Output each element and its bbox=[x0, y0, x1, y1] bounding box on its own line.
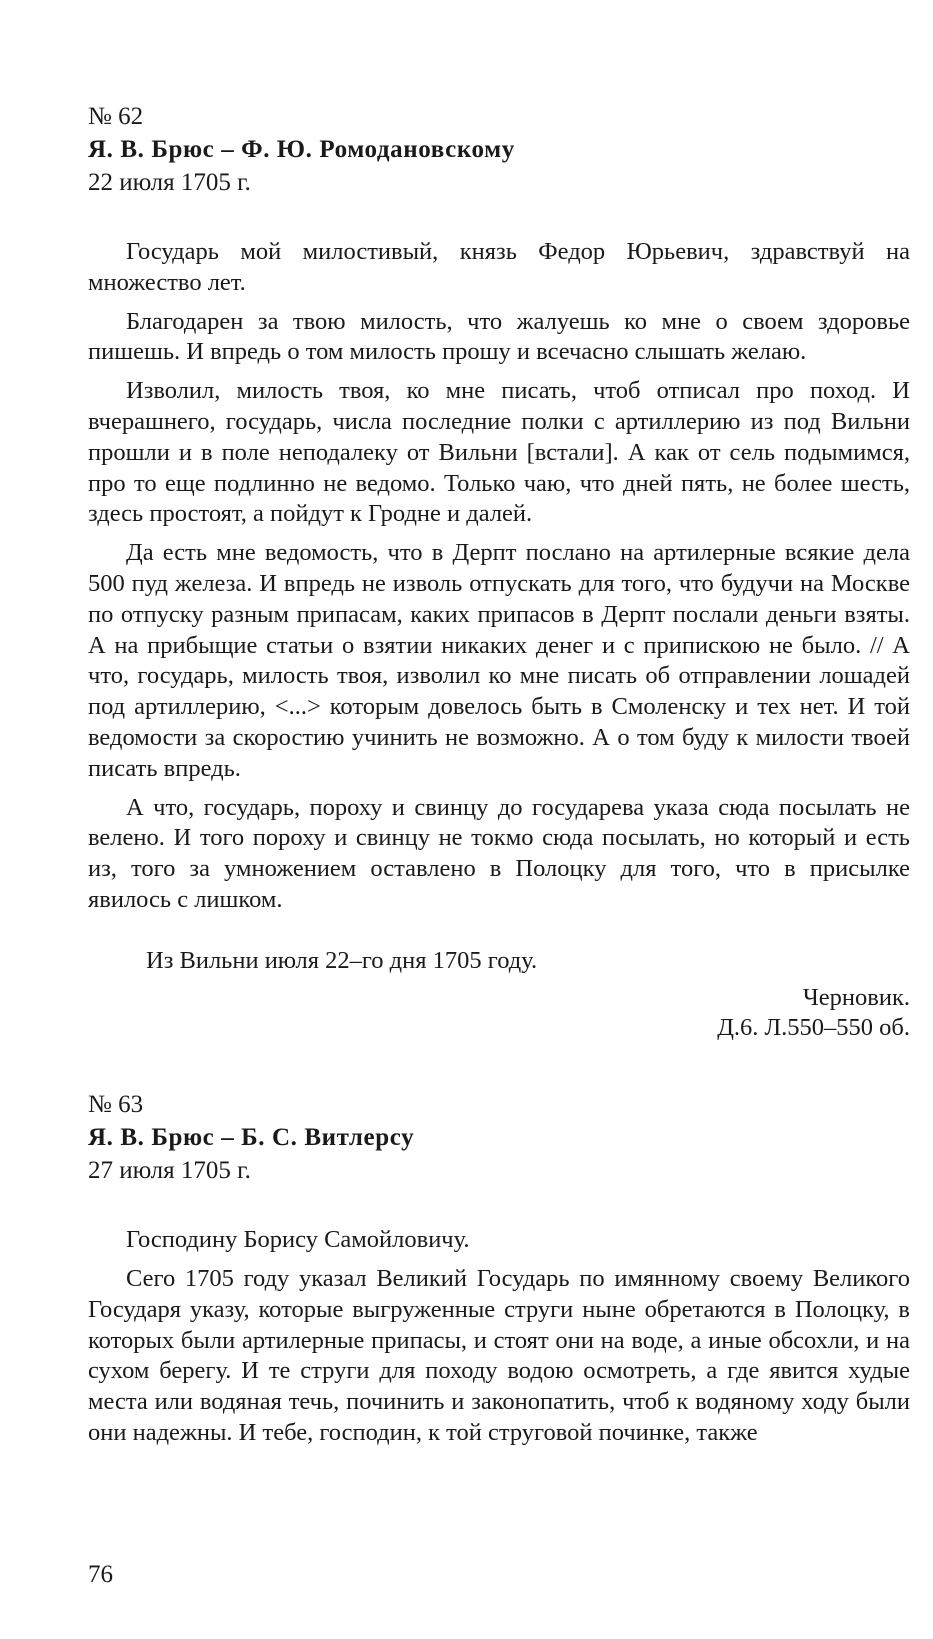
document-number: № 62 bbox=[88, 103, 144, 130]
source-type: Черновик. bbox=[802, 983, 910, 1011]
document-date: 27 июля 1705 г. bbox=[88, 1157, 251, 1185]
letter-paragraph: Да есть мне ведомость, что в Дерпт послано на артилерные всякие дела 500 пуд железа. И впредь не изволь отпускать для того, что будучи на Москве по отпуску разным припасам, каких припасов в Дерпт послали деньги взяты. А на прибыщие статьи о взятии никаких денег и с припискою не было. // А что, государь, милость твоя, изволил ко мне писать об отправлении лошадей под артиллерию, <...> которым довелось быть в Смоленску и тех нет. И той ведомости за скоростию учинить не возможно. А о том буду к милости твоей писать впредь. bbox=[88, 539, 910, 782]
letter-paragraph: Изволил, милость твоя, ко мне писать, чтоб отписал про поход. И вчерашнего, государь, числа последние полки с артиллерию из под Вильни прошли и в поле неподалеку от Вильни [встали]. А как от сель подымимся, про то еще подлинно не ведомо. Только чаю, что дней пять, не более шесть, здесь простоят, а пойдут к Гродне и далей. bbox=[88, 377, 910, 528]
letter-closing: Из Вильни июля 22–го дня 1705 году. bbox=[146, 946, 538, 974]
page-number: 76 bbox=[88, 1561, 113, 1588]
document-page bbox=[88, 100, 910, 1457]
letter-body bbox=[88, 237, 910, 916]
document-63 bbox=[88, 1088, 910, 1449]
letter-body bbox=[88, 1225, 910, 1449]
document-title: Я. В. Брюс – Ф. Ю. Ромодановскому bbox=[88, 136, 515, 163]
document-date: 22 июля 1705 г. bbox=[88, 169, 251, 196]
document-title: Я. В. Брюс – Б. С. Витлерсу bbox=[88, 1124, 415, 1152]
letter-paragraph: Господину Борису Самойловичу. bbox=[126, 1226, 470, 1254]
letter-paragraph: Сего 1705 году указал Великий Государь по имянному своему Великого Государя указу, которые выгруженные струги ныне обретаются в Полоцку, в которых были артилерные припасы, и стоят они на воде, а иные обсохли, и на сухом берегу. И те струги для походу водою осмотреть, а где явится худые места или водяная течь, починить и законопатить, чтоб к водяному ходу были они надежны. И тебе, господин, к той струговой починке, также bbox=[88, 1264, 910, 1446]
document-62 bbox=[88, 100, 910, 1044]
source-reference: Д.6. Л.550–550 об. bbox=[717, 1014, 910, 1042]
letter-paragraph: А что, государь, пороху и свинцу до государева указа сюда посылать не велено. И того пороху и свинцу не токмо сюда посылать, но который и есть из, того за умножением оставлено в Полоцку для того, что в присылке явилось с лишком. bbox=[88, 793, 910, 913]
archive-source bbox=[88, 983, 910, 1045]
letter-paragraph: Государь мой милостивый, князь Федор Юрьевич, здравствуй на множество лет. bbox=[88, 238, 910, 296]
letter-paragraph: Благодарен за твою милость, что жалуешь ко мне о своем здоровье пишешь. И впредь о том милость прошу и всечасно слышать желаю. bbox=[88, 307, 910, 366]
document-number: № 63 bbox=[88, 1091, 144, 1119]
